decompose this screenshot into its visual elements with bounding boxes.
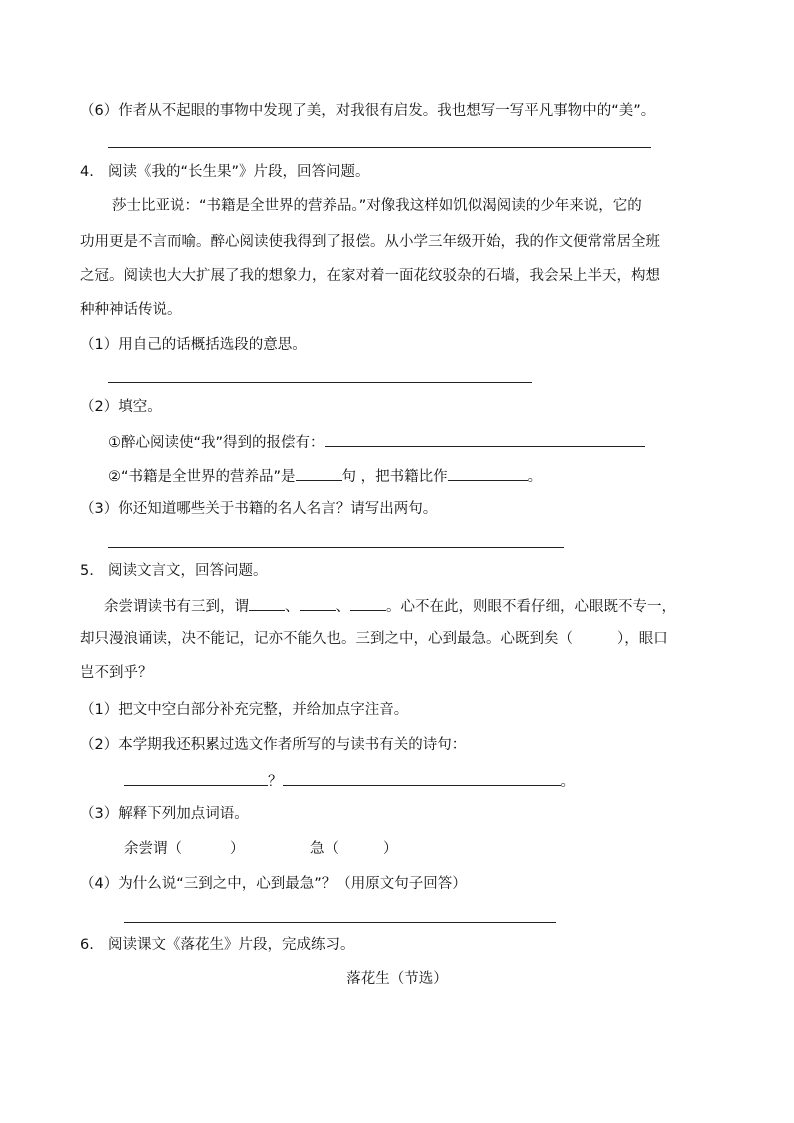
answer-line[interactable] bbox=[108, 547, 564, 548]
q4-sub2-a bbox=[108, 431, 645, 453]
q5-sub2: （2）本学期我还积累过选文作者所写的与读书有关的诗句： bbox=[80, 737, 467, 753]
q5-sub3-item bbox=[310, 839, 398, 859]
q4-passage-line: 莎士比亚说：“书籍是全世界的营养品。”对像我这样如饥似渴阅读的少年来说，它的 bbox=[112, 198, 642, 214]
q5-sub3-paren: ） bbox=[230, 841, 245, 857]
q5-passage-text: 却只漫浪诵读，决不能记，记亦不能久也。三到之中，心到最急。心既到矣（ bbox=[80, 631, 573, 647]
q5-passage-line: 岂不到乎？ bbox=[80, 665, 153, 681]
q5-sub4: （4）为什么说“三到之中，心到最急”？（用原文句子回答） bbox=[80, 876, 467, 892]
q4-sub1: （1）用自己的话概括选段的意思。 bbox=[80, 337, 307, 353]
q5-passage-text: ），眼口 bbox=[617, 631, 668, 647]
q5-passage-text: 余尝谓读书有三到，谓 bbox=[104, 599, 249, 615]
q5-question-mark: ？ bbox=[268, 774, 283, 790]
q5-prompt: 阅读文言文，回答问题。 bbox=[108, 563, 268, 579]
q4-passage-line: 功用更是不言而喻。醉心阅读使我得到了报偿。从小学三年级开始，我的作文便常常居全班 bbox=[80, 234, 660, 250]
q5-passage-line bbox=[80, 629, 668, 649]
answer-blank[interactable] bbox=[283, 770, 561, 786]
q4-prompt: 阅读《我的“长生果”》片段，回答问题。 bbox=[108, 164, 370, 180]
answer-blank[interactable] bbox=[300, 595, 336, 611]
q4-sub3: （3）你还知道哪些关于书籍的名人名言？请写出两句。 bbox=[80, 501, 438, 517]
q5-sub3-word: 余尝谓（ bbox=[124, 841, 182, 857]
q5-sub2-lines bbox=[124, 770, 575, 792]
q3-6-text: （6）作者从不起眼的事物中发现了美，对我很有启发。我也想写一写平凡事物中的“美”。 bbox=[80, 103, 656, 119]
q4-sub2-b-text: 句 ，把书籍比作 bbox=[341, 469, 448, 485]
q4-sub2-a-text: ①醉心阅读使“我”得到的报偿有： bbox=[108, 435, 325, 451]
q5-sub3-item bbox=[124, 839, 245, 859]
q5-sub3-word: 急（ bbox=[310, 841, 339, 857]
answer-blank[interactable] bbox=[325, 431, 645, 447]
q4-passage-line: 之冠。阅读也大大扩展了我的想象力，在家对着一面花纹驳杂的石墙，我会呆上半天，构想 bbox=[80, 268, 660, 284]
q4-passage-line: 种种神话传说。 bbox=[80, 302, 182, 318]
q6-passage-title: 落花生（节选） bbox=[346, 971, 448, 987]
q5-passage-line bbox=[104, 595, 676, 617]
q4-sub2: （2）填空。 bbox=[80, 399, 162, 415]
q5-sub3-paren: ） bbox=[383, 841, 398, 857]
answer-blank[interactable] bbox=[124, 770, 268, 786]
q6-prompt: 阅读课文《落花生》片段，完成练习。 bbox=[108, 937, 355, 953]
q5-separator: 、 bbox=[335, 599, 350, 615]
q5-passage-text: 。心不在此，则眼不看仔细，心眼既不专一， bbox=[386, 599, 676, 615]
answer-blank[interactable] bbox=[249, 595, 285, 611]
q5-sub1: （1）把文中空白部分补充完整，并给加点字注音。 bbox=[80, 702, 409, 718]
answer-blank[interactable] bbox=[350, 595, 386, 611]
q5-number: 5. bbox=[80, 563, 94, 579]
answer-line[interactable] bbox=[124, 922, 556, 923]
q4-sub2-b bbox=[108, 465, 542, 487]
q4-sub2-b-text: 。 bbox=[527, 469, 543, 485]
q4-sub2-b-text: ②“书籍是全世界的营养品”是 bbox=[108, 469, 296, 485]
q6-number: 6. bbox=[80, 937, 94, 953]
q5-separator: 、 bbox=[285, 599, 300, 615]
answer-blank[interactable] bbox=[296, 465, 342, 481]
q4-number: 4. bbox=[80, 164, 94, 180]
answer-blank[interactable] bbox=[448, 465, 528, 481]
answer-line[interactable] bbox=[108, 382, 532, 383]
q5-sub3: （3）解释下列加点词语。 bbox=[80, 806, 249, 822]
answer-line[interactable] bbox=[108, 147, 651, 148]
q5-period: 。 bbox=[560, 774, 575, 790]
